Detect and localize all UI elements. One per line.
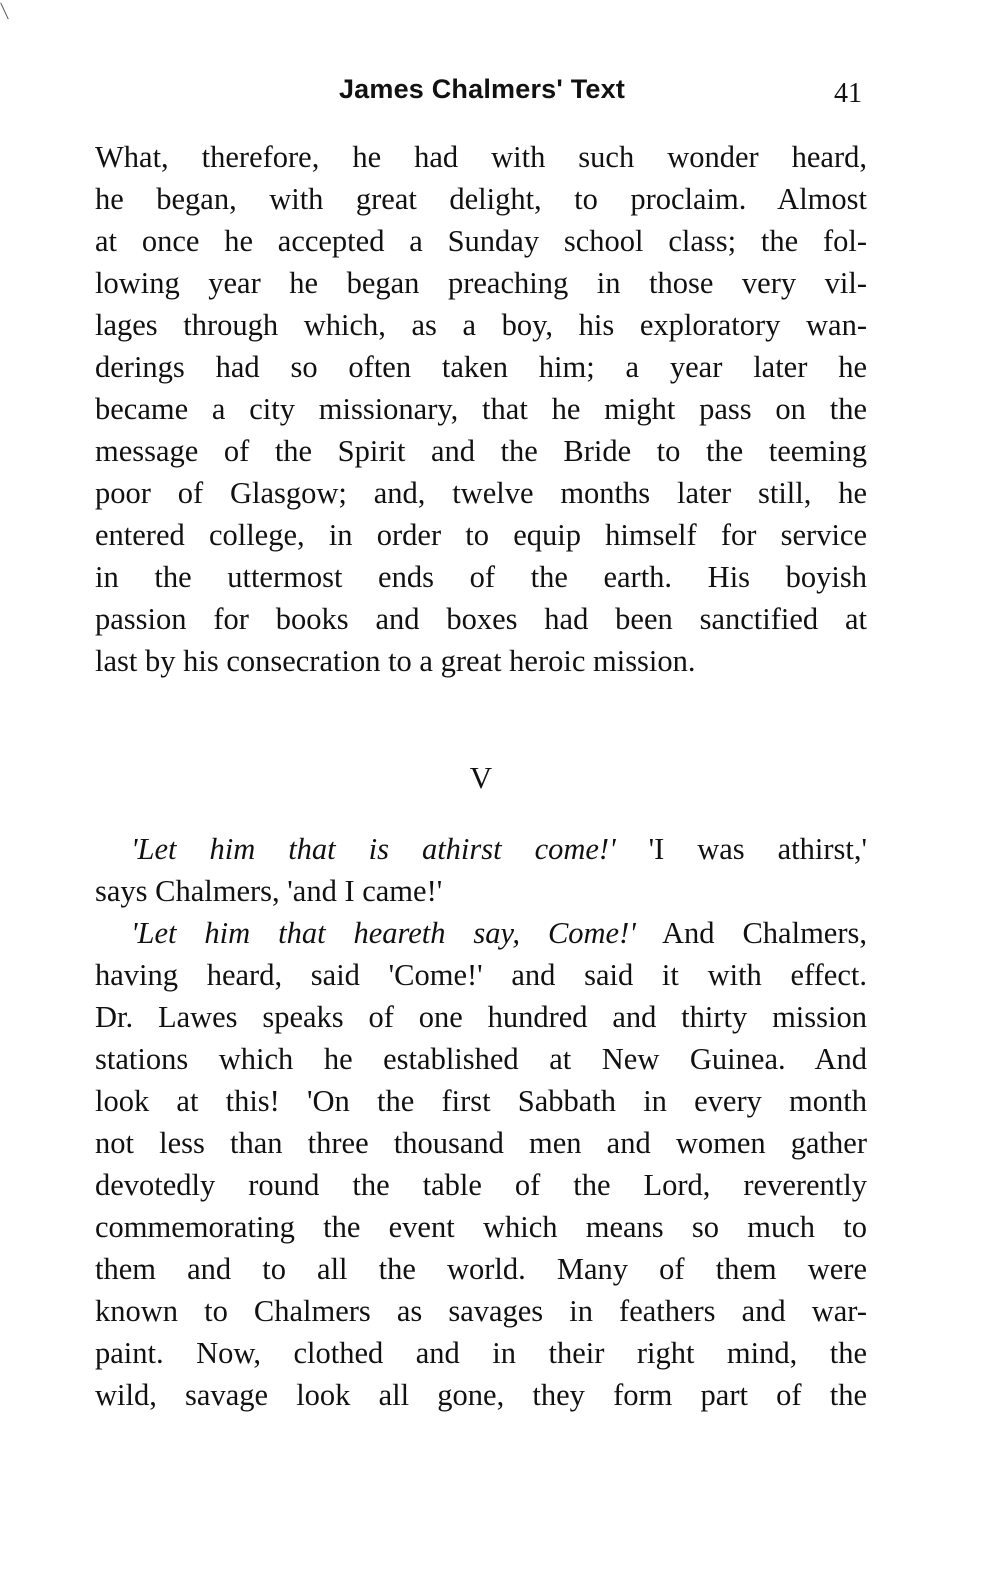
page-number: 41 (834, 78, 862, 109)
text-line: devotedly round the table of the Lord, reverently (95, 1168, 867, 1202)
text-line: last by his consecration to a great heroic mission. (95, 644, 696, 678)
text-line: lages through which, as a boy, his exploratory wan- (95, 308, 867, 342)
text-line: Dr. Lawes speaks of one hundred and thirty mission (95, 1000, 867, 1034)
text-line: known to Chalmers as savages in feathers and war- (95, 1294, 867, 1328)
text-line: in the uttermost ends of the earth. His boyish (95, 560, 867, 594)
text-line: entered college, in order to equip himself for service (95, 518, 867, 552)
text-fragment: And Chalmers, (635, 916, 867, 950)
text-line: message of the Spirit and the Bride to the teeming (95, 434, 867, 468)
text-line: What, therefore, he had with such wonder heard, (95, 140, 867, 174)
text-line: look at this! 'On the first Sabbath in every month (95, 1084, 867, 1118)
text-line: poor of Glasgow; and, twelve months later still, he (95, 476, 867, 510)
running-head: James Chalmers' Text (338, 74, 626, 104)
text-line: at once he accepted a Sunday school class; the fol- (95, 224, 867, 258)
text-line: lowing year he began preaching in those very vil- (95, 266, 867, 300)
paragraph-1 (95, 136, 867, 682)
text-line: not less than three thousand men and women gather (95, 1126, 867, 1160)
text-line: he began, with great delight, to proclaim. Almost (95, 182, 867, 216)
paragraph-3 (95, 912, 867, 1416)
scripture-quote: 'Let him that heareth say, Come!' (131, 916, 636, 950)
text-line: having heard, said 'Come!' and said it with effect. (95, 958, 867, 992)
text-line: says Chalmers, 'and I came!' (95, 874, 443, 908)
text-line: stations which he established at New Guinea. And (95, 1042, 867, 1076)
paragraph-2 (95, 828, 867, 912)
text-line: wild, savage look all gone, they form part of the (95, 1378, 867, 1412)
text-line (95, 912, 867, 954)
text-line: paint. Now, clothed and in their right mind, the (95, 1336, 867, 1370)
text-line: passion for books and boxes had been sanctified at (95, 602, 867, 636)
scripture-quote: 'Let him that is athirst come!' (131, 832, 616, 866)
text-line: them and to all the world. Many of them were (95, 1252, 867, 1286)
text-line: became a city missionary, that he might pass on the (95, 392, 867, 426)
text-line: commemorating the event which means so much to (95, 1210, 867, 1244)
section-heading: V (469, 760, 493, 795)
body-text (95, 136, 867, 1416)
text-fragment: 'I was athirst,' (615, 832, 867, 866)
text-line: derings had so often taken him; a year later he (95, 350, 867, 384)
scan-mark (0, 3, 9, 20)
page-header (96, 74, 868, 114)
text-line (95, 828, 867, 870)
